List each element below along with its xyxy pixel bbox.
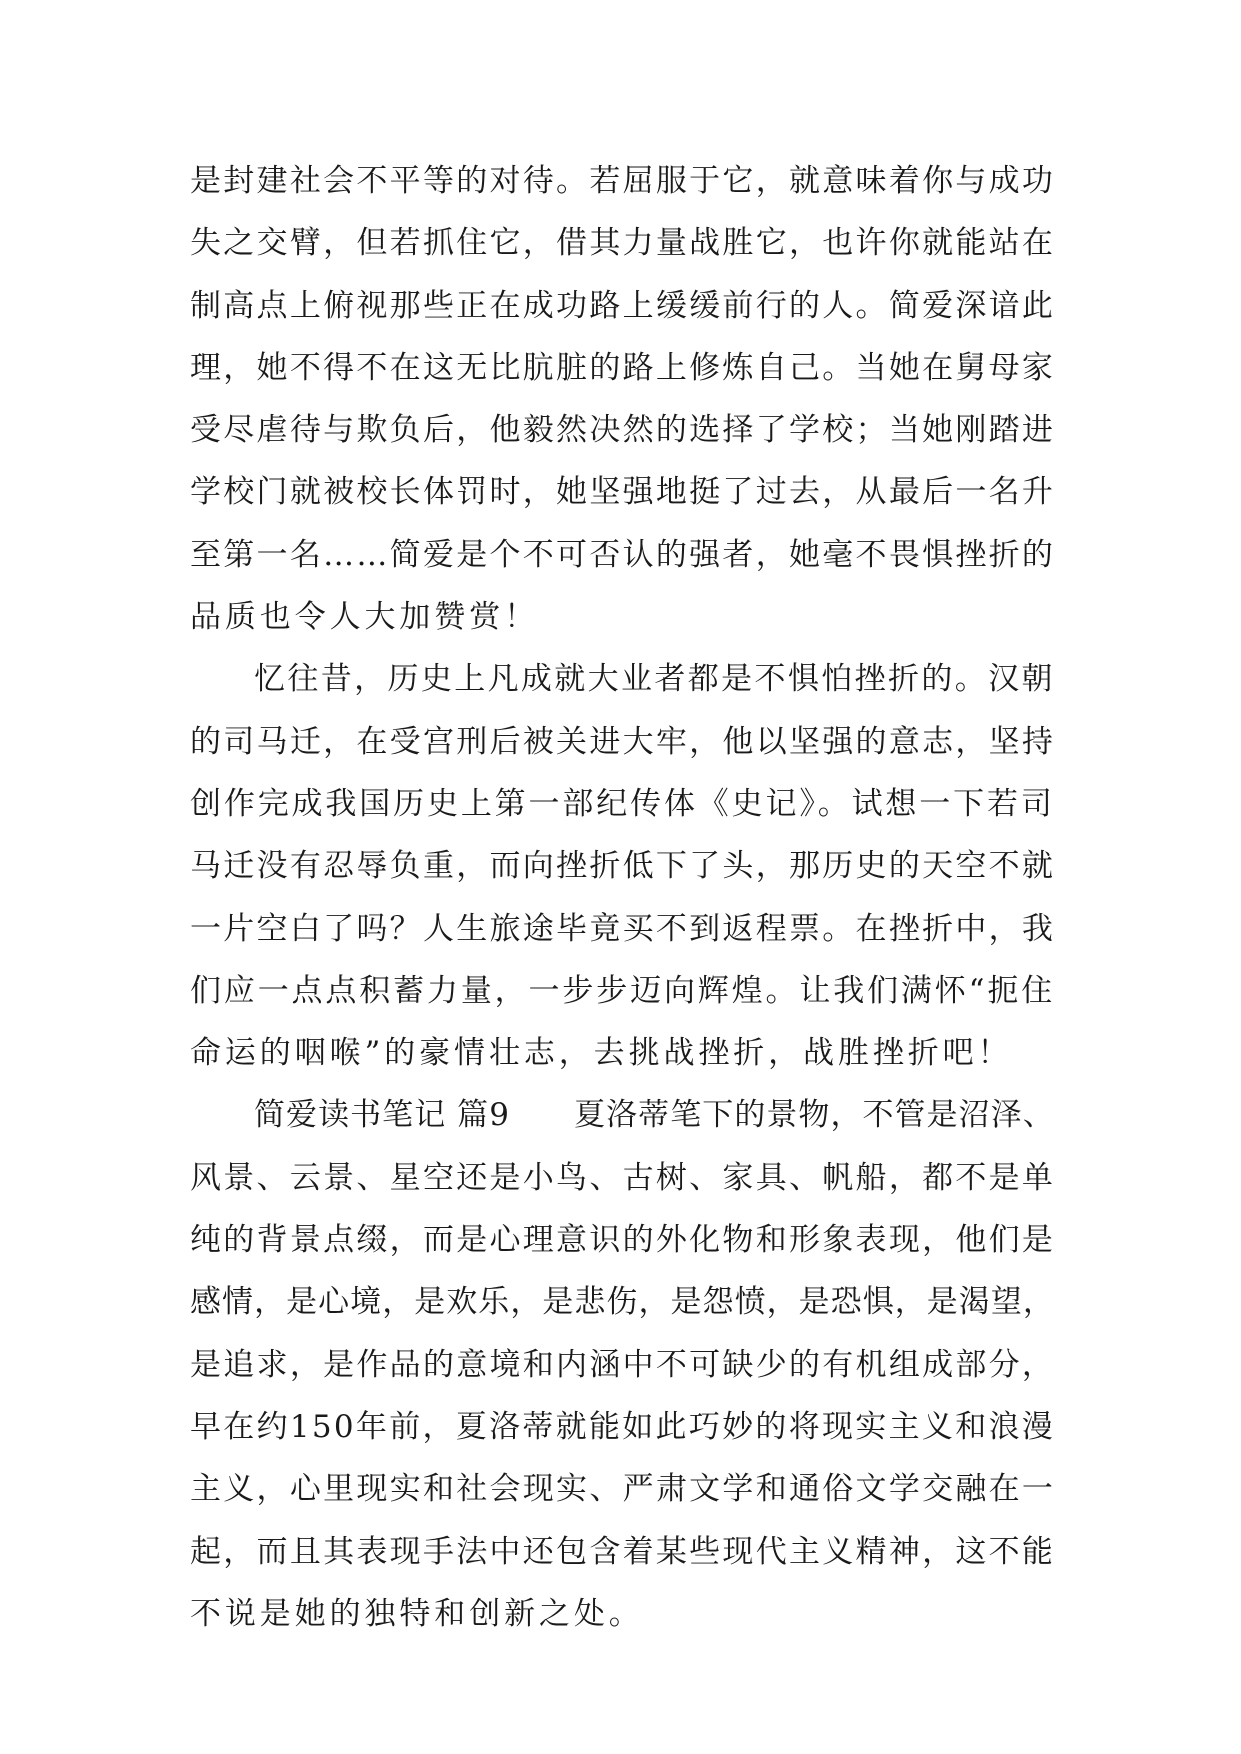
text-line: 至第一名……简爱是个不可否认的强者，她毫不畏惧挫折的	[190, 536, 1056, 573]
text-line: 命运的咽喉”的豪情壮志，去挑战挫折，战胜挫折吧！	[190, 1035, 1013, 1072]
text-line: 忆往昔，历史上凡成就大业者都是不惧怕挫折的。汉朝	[254, 661, 1055, 698]
text-line: 主义，心里现实和社会现实、严肃文学和通俗文学交融在一	[190, 1471, 1056, 1508]
document-page	[190, 150, 1060, 1645]
text-line: 受尽虐待与欺负后，他毅然决然的选择了学校；当她刚踏进	[190, 412, 1056, 449]
text-line: 失之交臂，但若抓住它，借其力量战胜它，也许你就能站在	[190, 225, 1056, 262]
text-line: 品质也令人大加赞赏！	[190, 599, 539, 636]
text-line: 创作完成我国历史上第一部纪传体《史记》。试想一下若司	[190, 785, 1055, 822]
text-line: 感情，是心境，是欢乐，是悲伤，是怨愤，是恐惧，是渴望，	[190, 1284, 1055, 1321]
text-line: 简爱读书笔记 篇9 夏洛蒂笔下的景物，不管是沼泽、	[254, 1097, 1055, 1134]
text-line: 一片空白了吗？人生旅途毕竟买不到返程票。在挫折中，我	[190, 910, 1056, 947]
text-line: 理，她不得不在这无比肮脏的路上修炼自己。当她在舅母家	[190, 349, 1056, 386]
text-line: 马迁没有忍辱负重，而向挫折低下了头，那历史的天空不就	[190, 848, 1056, 885]
text-line: 早在约150年前，夏洛蒂就能如此巧妙的将现实主义和浪漫	[190, 1408, 1056, 1445]
text-line: 制高点上俯视那些正在成功路上缓缓前行的人。简爱深谙此	[190, 287, 1056, 324]
text-line: 是封建社会不平等的对待。若屈服于它，就意味着你与成功	[190, 163, 1056, 199]
text-line: 的司马迁，在受宫刑后被关进大牢，他以坚强的意志，坚持	[190, 723, 1056, 760]
text-line: 是追求，是作品的意境和内涵中不可缺少的有机组成部分，	[190, 1346, 1056, 1383]
text-line: 起，而且其表现手法中还包含着某些现代主义精神，这不能	[190, 1533, 1056, 1570]
text-line: 不说是她的独特和创新之处。	[190, 1595, 644, 1632]
text-line: 们应一点点积蓄力量，一步步迈向辉煌。让我们满怀“扼住	[190, 972, 1056, 1009]
text-line: 风景、云景、星空还是小鸟、古树、家具、帆船，都不是单	[190, 1159, 1056, 1196]
text-line: 纯的背景点缀，而是心理意识的外化物和形象表现，他们是	[190, 1222, 1056, 1259]
text-line: 学校门就被校长体罚时，她坚强地挺了过去，从最后一名升	[190, 474, 1056, 511]
